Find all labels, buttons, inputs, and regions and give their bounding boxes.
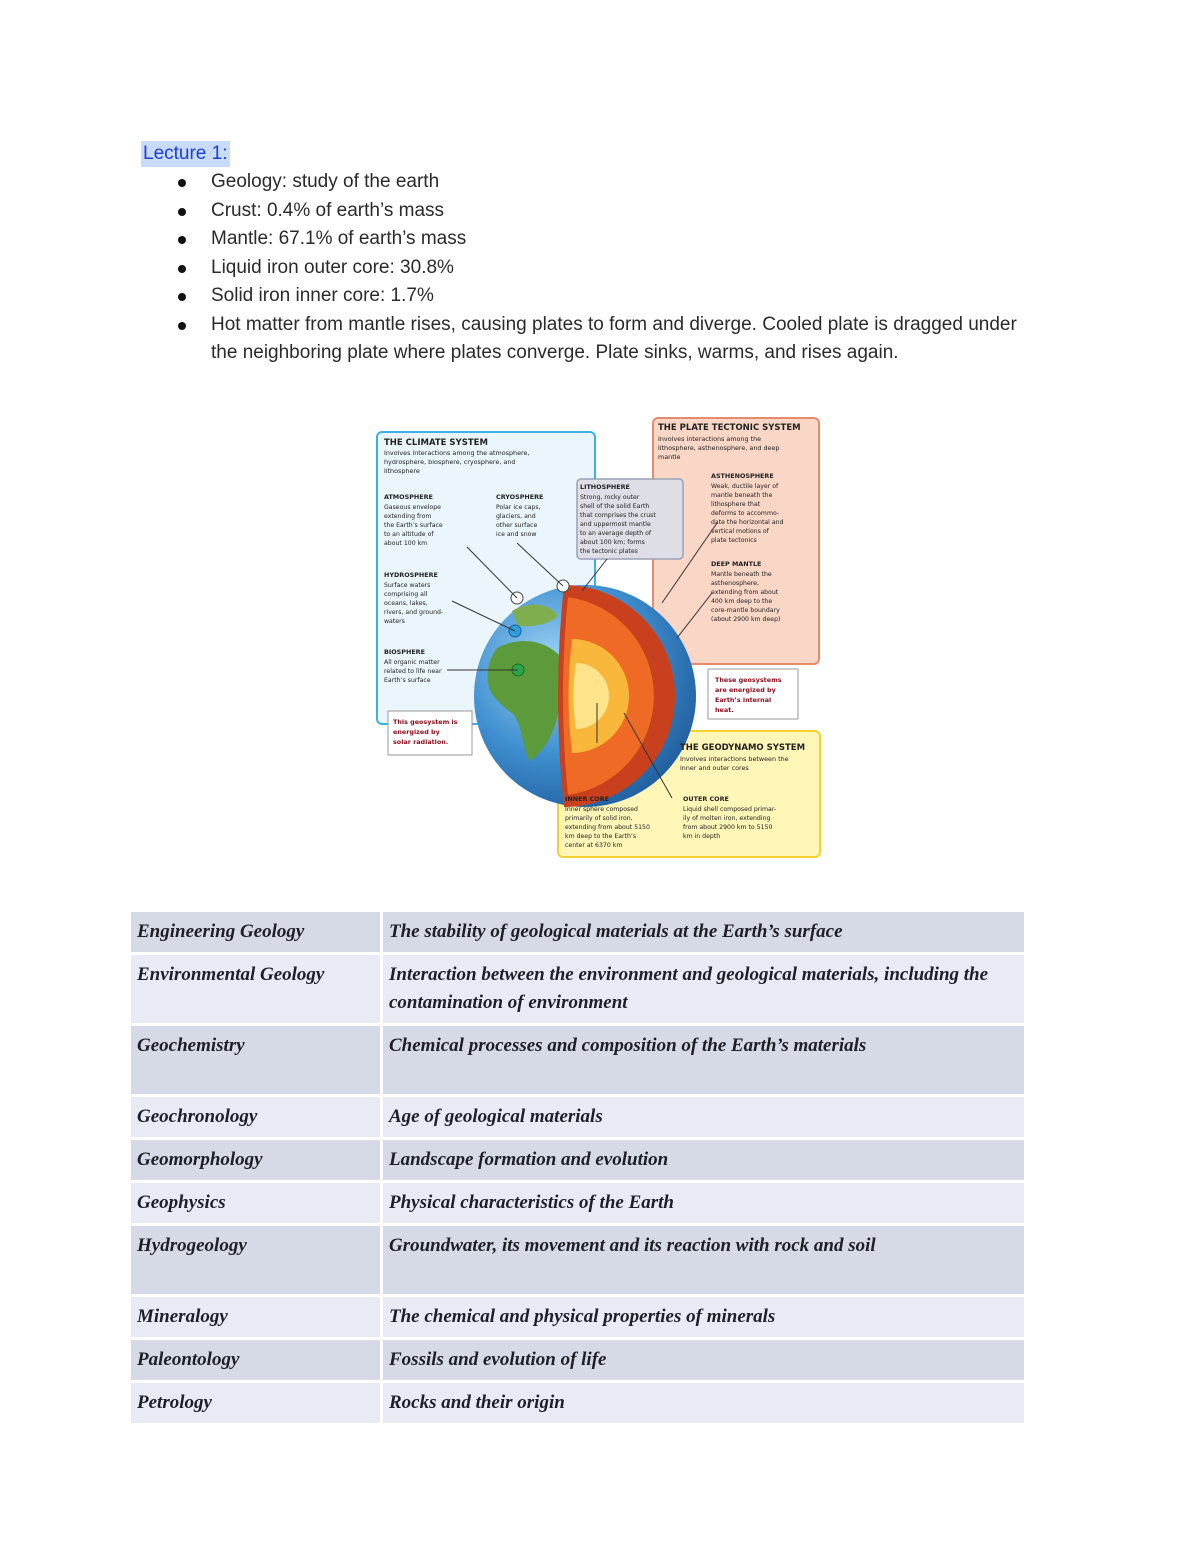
geology-branches-table [131, 912, 1024, 1426]
table-row [131, 1026, 1024, 1097]
hydrosphere-label: HYDROSPHERE [384, 571, 438, 579]
svg-text:lithosphere, asthenosphere, an: lithosphere, asthenosphere, and deep [658, 444, 780, 452]
notes-list [176, 168, 1036, 368]
svg-text:energized by: energized by [393, 728, 440, 736]
svg-text:plate tectonics: plate tectonics [711, 537, 757, 544]
branch-description: Chemical processes and composition of the Earth’s materials [383, 1026, 1024, 1097]
lithosphere-desc [580, 494, 656, 555]
svg-text:center at 6370 km: center at 6370 km [565, 842, 623, 849]
branch-description: Landscape formation and evolution [383, 1140, 1024, 1183]
deep-mantle-label: DEEP MANTLE [711, 560, 762, 568]
geodynamo-title: THE GEODYNAMO SYSTEM [680, 743, 806, 753]
table-row [131, 1226, 1024, 1297]
branch-description: Rocks and their origin [383, 1383, 1024, 1426]
svg-text:lithosphere that: lithosphere that [711, 501, 761, 508]
svg-text:Liquid shell composed primar-: Liquid shell composed primar- [683, 806, 777, 813]
svg-text:heat.: heat. [715, 706, 734, 714]
svg-text:from about 2900 km to 5150: from about 2900 km to 5150 [683, 824, 773, 831]
svg-text:vertical motions of: vertical motions of [711, 528, 769, 535]
svg-text:This geosystem is: This geosystem is [393, 718, 458, 726]
branch-description: The stability of geological materials at the Earth’s surface [383, 912, 1024, 955]
branch-name: Geophysics [131, 1183, 383, 1226]
svg-text:Polar ice caps,: Polar ice caps, [496, 504, 541, 511]
svg-text:Strong, rocky outer: Strong, rocky outer [580, 494, 640, 501]
svg-text:waters: waters [384, 618, 405, 625]
svg-text:ily of molten iron, extending: ily of molten iron, extending [683, 815, 771, 822]
svg-text:rivers, and ground-: rivers, and ground- [384, 609, 444, 616]
svg-text:(about 2900 km deep): (about 2900 km deep) [711, 616, 781, 623]
svg-text:glaciers, and: glaciers, and [496, 513, 536, 520]
svg-text:Earth’s surface: Earth’s surface [384, 677, 431, 684]
climate-title: THE CLIMATE SYSTEM [384, 438, 488, 448]
branch-description: Physical characteristics of the Earth [383, 1183, 1024, 1226]
svg-text:mantle beneath the: mantle beneath the [711, 492, 773, 499]
svg-text:Earth’s internal: Earth’s internal [715, 696, 772, 704]
svg-text:km in depth: km in depth [683, 833, 721, 840]
lecture-heading: Lecture 1: [141, 141, 230, 167]
svg-text:Surface waters: Surface waters [384, 582, 431, 589]
svg-text:shell of the solid Earth: shell of the solid Earth [580, 503, 650, 510]
svg-text:Involves interactions between: Involves interactions between the [680, 755, 789, 763]
table-row [131, 1383, 1024, 1426]
svg-text:Weak, ductile layer of: Weak, ductile layer of [711, 483, 779, 490]
branch-description: Age of geological materials [383, 1097, 1024, 1140]
branch-name: Geochronology [131, 1097, 383, 1140]
svg-text:These geosystems: These geosystems [715, 676, 782, 684]
table-row [131, 1340, 1024, 1383]
table-row [131, 1183, 1024, 1226]
svg-text:lithosphere: lithosphere [384, 467, 420, 475]
svg-text:hydrosphere, biosphere, cryosp: hydrosphere, biosphere, cryosphere, and [384, 458, 516, 466]
svg-text:km deep to the Earth’s: km deep to the Earth’s [565, 833, 637, 840]
table-row [131, 1297, 1024, 1340]
svg-text:Involves interactions among th: Involves interactions among the [658, 435, 762, 443]
svg-text:mantle: mantle [658, 453, 681, 461]
note-item: Mantle: 67.1% of earth’s mass [176, 225, 1036, 254]
asthenosphere-label: ASTHENOSPHERE [711, 472, 774, 480]
branch-name: Environmental Geology [131, 955, 383, 1026]
svg-text:deforms to accommo-: deforms to accommo- [711, 510, 780, 517]
branch-description: The chemical and physical properties of minerals [383, 1297, 1024, 1340]
svg-text:core-mantle boundary: core-mantle boundary [711, 607, 780, 614]
table-row [131, 912, 1024, 955]
branch-description: Fossils and evolution of life [383, 1340, 1024, 1383]
svg-text:ice and snow: ice and snow [496, 531, 537, 538]
svg-text:about 100 km; forms: about 100 km; forms [580, 539, 645, 546]
svg-text:the tectonic plates: the tectonic plates [580, 548, 638, 555]
table-row [131, 955, 1024, 1026]
biosphere-label: BIOSPHERE [384, 648, 425, 656]
note-item: Hot matter from mantle rises, causing plates to form and diverge. Cooled plate is dragged under the neighboring plate where plates converge. Plate sinks, warms, and rises again. [176, 311, 1036, 368]
svg-text:to an altitude of: to an altitude of [384, 531, 434, 538]
svg-text:comprising all: comprising all [384, 591, 428, 598]
svg-text:and uppermost mantle: and uppermost mantle [580, 521, 651, 528]
branch-name: Mineralogy [131, 1297, 383, 1340]
svg-text:date the horizontal and: date the horizontal and [711, 519, 784, 526]
svg-text:oceans, lakes,: oceans, lakes, [384, 600, 428, 607]
svg-text:related to life near: related to life near [384, 668, 442, 675]
svg-text:Involves interactions among th: Involves interactions among the atmosphere, [384, 449, 530, 457]
note-item: Crust: 0.4% of earth’s mass [176, 197, 1036, 226]
branch-name: Geomorphology [131, 1140, 383, 1183]
svg-text:primarily of solid iron,: primarily of solid iron, [565, 815, 633, 822]
svg-text:extending from: extending from [384, 513, 432, 520]
inner-core-label: INNER CORE [565, 795, 609, 803]
branch-name: Hydrogeology [131, 1226, 383, 1297]
svg-text:other surface: other surface [496, 522, 538, 529]
plate-tectonic-title: THE PLATE TECTONIC SYSTEM [658, 423, 801, 433]
svg-text:extending from about: extending from about [711, 589, 779, 596]
note-item: Geology: study of the earth [176, 168, 1036, 197]
cryosphere-label: CRYOSPHERE [496, 493, 544, 501]
earth-geosystems-figure [372, 413, 824, 861]
svg-text:inner and outer cores: inner and outer cores [680, 764, 749, 772]
branch-description: Interaction between the environment and geological materials, including the contamination of environment [383, 955, 1024, 1026]
table-row [131, 1140, 1024, 1183]
svg-text:solar radiation.: solar radiation. [393, 738, 449, 746]
svg-text:Mantle beneath the: Mantle beneath the [711, 571, 772, 578]
svg-text:400 km deep to the: 400 km deep to the [711, 598, 773, 605]
svg-text:to an average depth of: to an average depth of [580, 530, 652, 537]
branch-name: Petrology [131, 1383, 383, 1426]
svg-text:are energized by: are energized by [715, 686, 776, 694]
svg-text:extending from about 5150: extending from about 5150 [565, 824, 650, 831]
svg-text:All organic matter: All organic matter [384, 659, 440, 666]
table-row [131, 1097, 1024, 1140]
svg-text:the Earth’s surface: the Earth’s surface [384, 522, 443, 529]
note-item: Liquid iron outer core: 30.8% [176, 254, 1036, 283]
svg-text:Inner sphere composed: Inner sphere composed [565, 806, 638, 813]
note-item: Solid iron inner core: 1.7% [176, 282, 1036, 311]
svg-text:about 100 km: about 100 km [384, 540, 428, 547]
svg-text:that comprises the crust: that comprises the crust [580, 512, 656, 519]
branch-name: Geochemistry [131, 1026, 383, 1097]
branch-name: Paleontology [131, 1340, 383, 1383]
branch-description: Groundwater, its movement and its reaction with rock and soil [383, 1226, 1024, 1297]
svg-text:Gaseous envelope: Gaseous envelope [384, 504, 441, 511]
outer-core-label: OUTER CORE [683, 795, 729, 803]
lithosphere-box [577, 479, 683, 559]
atmosphere-label: ATMOSPHERE [384, 493, 433, 501]
lithosphere-label: LITHOSPHERE [580, 483, 630, 491]
branch-name: Engineering Geology [131, 912, 383, 955]
svg-text:asthenosphere,: asthenosphere, [711, 580, 759, 587]
